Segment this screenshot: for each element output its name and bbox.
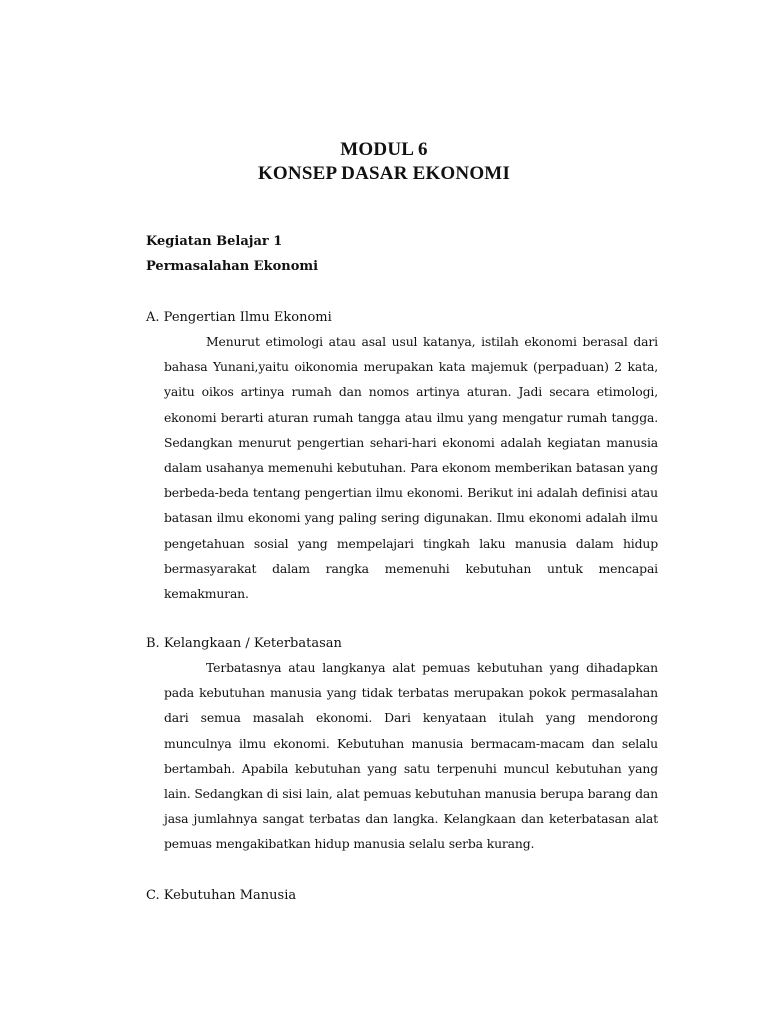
kegiatan-belajar-label: Kegiatan Belajar 1	[146, 234, 283, 249]
section-a-heading: A. Pengertian Ilmu Ekonomi	[146, 310, 332, 325]
section-b-paragraph: Terbatasnya atau langkanya alat pemuas kebutuhan yang dihadapkan pada kebutuhan manusia yang tidak terbatas merupakan pokok permasalahan dari semua masalah ekonomi. Dari kenyataan itulah yang mendorong munculnya ilmu ekonomi. Kebutuhan manusia bermacam-macam dan selalu bertambah. Apabila kebutuhan yang satu terpenuhi muncul kebutuhan yang lain. Sedangkan di sisi lain, alat pemuas kebutuhan manusia berupa barang dan jasa jumlahnya sangat terbatas dan langka. Kelangkaan dan keterbatasan alat pemuas mengakibatkan hidup manusia selalu serba kurang.	[164, 660, 658, 852]
module-title	[0, 138, 768, 186]
section-c-heading: C. Kebutuhan Manusia	[146, 888, 297, 903]
section-a-paragraph: Menurut etimologi atau asal usul katanya, istilah ekonomi berasal dari bahasa Yunani,yaitu oikonomia merupakan kata majemuk (perpaduan) 2 kata, yaitu oikos artinya rumah dan nomos artinya aturan. Jadi secara etimologi, ekonomi berarti aturan rumah tangga atau ilmu yang mengatur rumah tangga. Sedangkan menurut pengertian sehari-hari ekonomi adalah kegiatan manusia dalam usahanya memenuhi kebutuhan. Para ekonom memberikan batasan yang berbeda-beda tentang pengertian ilmu ekonomi. Berikut ini adalah definisi atau batasan ilmu ekonomi yang paling sering digunakan. Ilmu ekonomi adalah ilmu pengetahuan sosial yang mempelajari tingkah laku manusia dalam hidup bermasyarakat dalam rangka memenuhi kebutuhan untuk mencapai kemakmuran.	[164, 334, 658, 602]
module-number: MODUL 6	[340, 139, 428, 160]
module-subject: KONSEP DASAR EKONOMI	[257, 163, 511, 184]
section-b-heading: B. Kelangkaan / Keterbatasan	[146, 636, 342, 651]
topic-heading: Permasalahan Ekonomi	[146, 259, 319, 274]
